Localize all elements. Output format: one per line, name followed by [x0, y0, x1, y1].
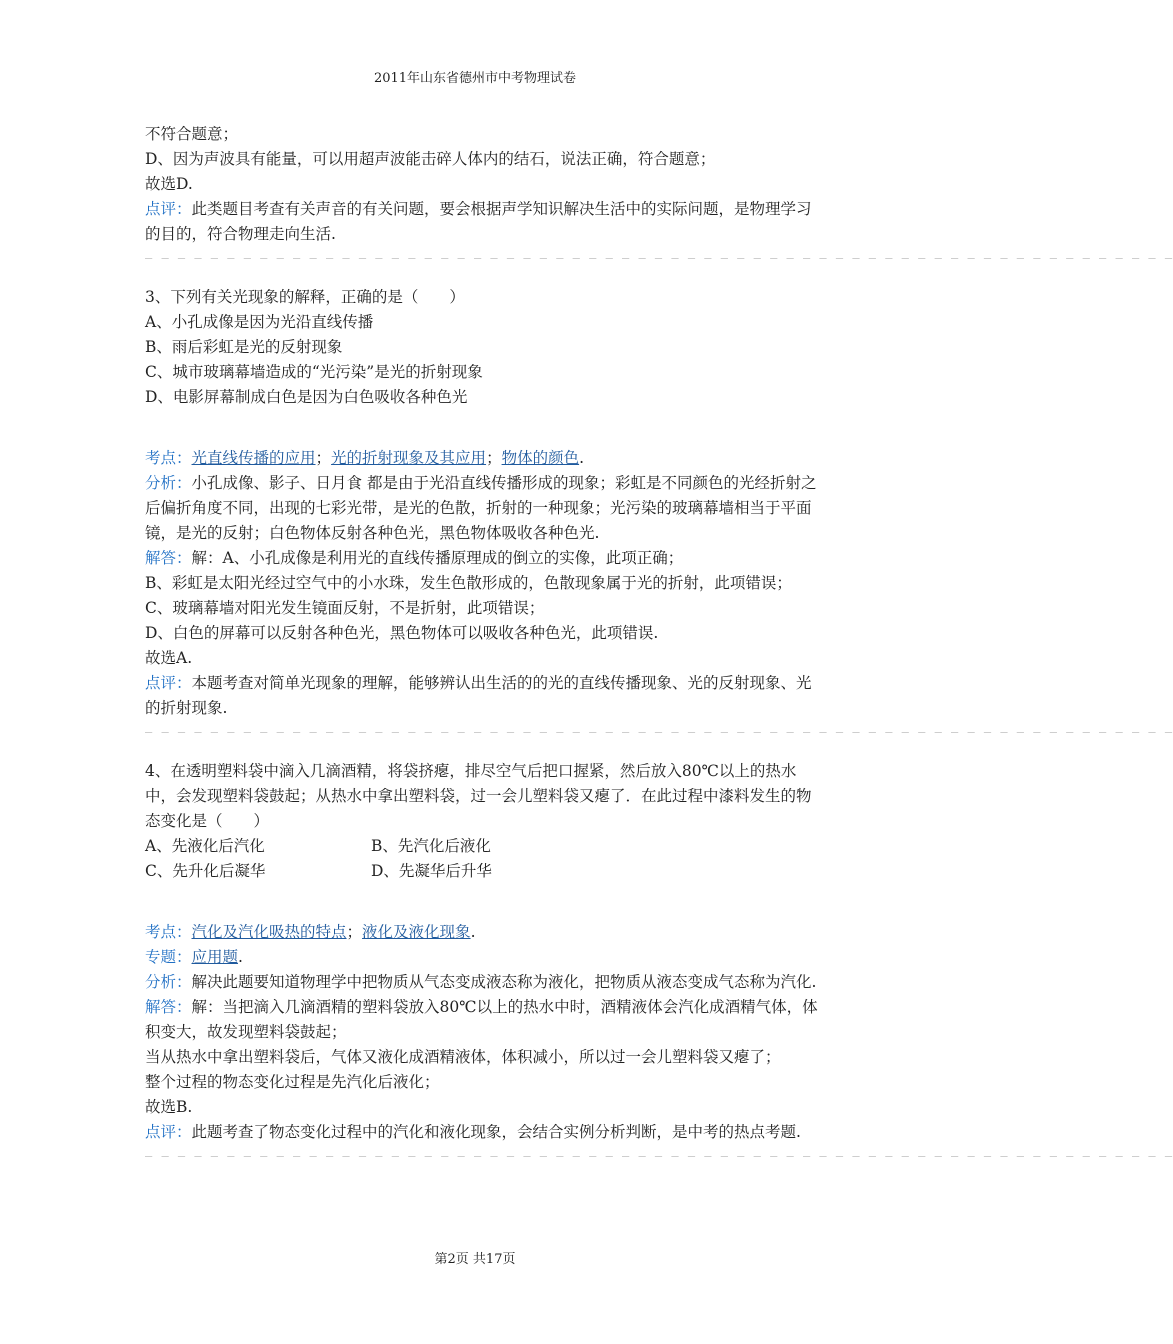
q3-option-c: C、城市玻璃幕墙造成的“光污染”是光的折射现象: [145, 363, 483, 381]
separator-1: — — — — — — — — — — — — — — — — — — — — — — — — — — — — — — — — — — — — — — — — — — — — — — — — — — — — — — — — — — — — — — —: [145, 251, 1173, 265]
q3-comment-label: 点评：: [145, 674, 192, 692]
q4-solution-line-3: 整个过程的物态变化过程是先汽化后液化；: [145, 1073, 440, 1091]
q3-kaodian-label: 考点：: [145, 449, 192, 467]
q3-kaodian-link-2[interactable]: 光的折射现象及其应用: [331, 449, 487, 467]
q4-comment-label: 点评：: [145, 1123, 192, 1141]
q2-tail-line2: D、因为声波具有能量，可以用超声波能击碎人体内的结石，说法正确，符合题意；: [145, 150, 716, 168]
q4-option-d: D、先凝华后升华: [371, 862, 492, 880]
q4-options-row-2: [145, 859, 825, 884]
q4-comment: [145, 1120, 825, 1145]
q3-option-b: B、雨后彩虹是光的反射现象: [145, 338, 343, 356]
q4-option-b: B、先汽化后液化: [371, 837, 491, 855]
q4-solution-label: 解答：: [145, 998, 192, 1016]
q4-analysis-text: 解决此题要知道物理学中把物质从气态变成液态称为液化，把物质从液态变成气态称为汽化.: [191, 973, 817, 991]
q4-topic-label: 专题：: [145, 948, 192, 966]
q3-solution-line-4: D、白色的屏幕可以反射各种色光，黑色物体可以吸收各种色光，此项错误.: [145, 624, 659, 642]
q4-kaodian: [145, 920, 825, 945]
q2-tail-line1: 不符合题意；: [145, 125, 239, 143]
q4-solution-line-4: 故选B.: [145, 1098, 193, 1116]
q2-comment-text: 此类题目考查有关声音的有关问题，要会根据声学知识解决生活中的实际问题，是物理学习的目的，符合物理走向生活.: [145, 200, 812, 243]
q3-kaodian-sep-1: ；: [315, 449, 332, 467]
q4-analysis-label: 分析：: [145, 973, 192, 991]
q3-analysis-label: 分析：: [145, 474, 192, 492]
page-header-title: 2011年山东省德州市中考物理试卷: [373, 71, 577, 86]
separator-2: — — — — — — — — — — — — — — — — — — — — — — — — — — — — — — — — — — — — — — — — — — — — — — — — — — — — — — — — — — — — — — —: [145, 725, 1173, 739]
q3-kaodian-end: .: [579, 449, 585, 467]
q4-kaodian-label: 考点：: [145, 923, 192, 941]
q4-question: 4、在透明塑料袋中滴入几滴酒精，将袋挤瘪，排尽空气后把口握紧，然后放入80℃以上的热水中，会发现塑料袋鼓起；从热水中拿出塑料袋，过一会儿塑料袋又瘪了．在此过程中漆料发生的物态变化是（ ）: [145, 762, 812, 830]
q3-solution-line-1: [145, 546, 825, 571]
q3-solution-line-5: 故选A.: [145, 649, 193, 667]
q3-kaodian-sep-2: ；: [486, 449, 502, 467]
q2-comment: [145, 197, 825, 247]
q3-analysis-text: 小孔成像、影子、日月食 都是由于光沿直线传播形成的现象；彩虹是不同颜色的光经折射之后偏折角度不同，出现的七彩光带，是光的色散，折射的一种现象；光污染的玻璃幕墙相当于平面镜，是光的反射；白色物体反射各种色光，黑色物体吸收各种色光.: [145, 474, 817, 542]
q3-kaodian: [145, 446, 825, 471]
q3-analysis: [145, 471, 825, 546]
q3-question: 3、下列有关光现象的解释，正确的是（ ）: [145, 288, 465, 306]
q3-comment-text: 本题考查对简单光现象的理解，能够辨认出生活的的光的直线传播现象、光的反射现象、光的折射现象.: [145, 674, 812, 717]
q3-solution-label: 解答：: [145, 549, 192, 567]
q4-topic: [145, 945, 825, 970]
separator-3: — — — — — — — — — — — — — — — — — — — — — — — — — — — — — — — — — — — — — — — — — — — — — — — — — — — — — — — — — — — — — — —: [145, 1149, 1173, 1163]
q4-option-a: A、先液化后汽化: [145, 837, 265, 855]
q4-topic-link[interactable]: 应用题: [191, 948, 239, 966]
page-footer-number: 第2页 共17页: [434, 1252, 516, 1267]
q4-comment-text: 此题考查了物态变化过程中的汽化和液化现象，会结合实例分析判断，是中考的热点考题.: [191, 1123, 801, 1141]
q4-topic-end: .: [238, 948, 243, 966]
q3-solution-line-2: B、彩虹是太阳光经过空气中的小水珠，发生色散形成的，色散现象属于光的折射，此项错误；: [145, 574, 792, 592]
q4-kaodian-sep-1: ；: [346, 923, 363, 941]
q4-option-c: C、先升化后凝华: [145, 862, 266, 880]
q3-solution-line-3: C、玻璃幕墙对阳光发生镜面反射，不是折射，此项错误；: [145, 599, 545, 617]
q4-kaodian-link-2[interactable]: 液化及液化现象: [362, 923, 471, 941]
q3-solution-text-1: 解：A、小孔成像是利用光的直线传播原理成的倒立的实像，此项正确；: [191, 549, 684, 567]
q4-solution-first: [145, 995, 825, 1045]
q4-solution-line-2: 当从热水中拿出塑料袋后，气体又液化成酒精液体，体积减小，所以过一会儿塑料袋又瘪了；: [145, 1048, 781, 1066]
q2-comment-label: 点评：: [145, 200, 192, 218]
q4-kaodian-link-1[interactable]: 汽化及汽化吸热的特点: [191, 923, 347, 941]
q3-option-a: A、小孔成像是因为光沿直线传播: [145, 313, 374, 331]
q3-kaodian-link-1[interactable]: 光直线传播的应用: [191, 449, 316, 467]
q4-analysis: [145, 970, 825, 995]
q4-solution-text-1: 解：当把滴入几滴酒精的塑料袋放入80℃以上的热水中时，酒精液体会汽化成酒精气体，体积变大，故发现塑料袋鼓起；: [145, 998, 818, 1041]
q4-kaodian-end: .: [470, 923, 476, 941]
q2-answer: 故选D.: [145, 175, 193, 193]
document-body: [145, 122, 1173, 1163]
q3-option-d: D、电影屏幕制成白色是因为白色吸收各种色光: [145, 388, 468, 406]
q3-comment: [145, 671, 825, 721]
q3-kaodian-link-3[interactable]: 物体的颜色: [501, 449, 580, 467]
q4-options-row-1: [145, 834, 825, 859]
